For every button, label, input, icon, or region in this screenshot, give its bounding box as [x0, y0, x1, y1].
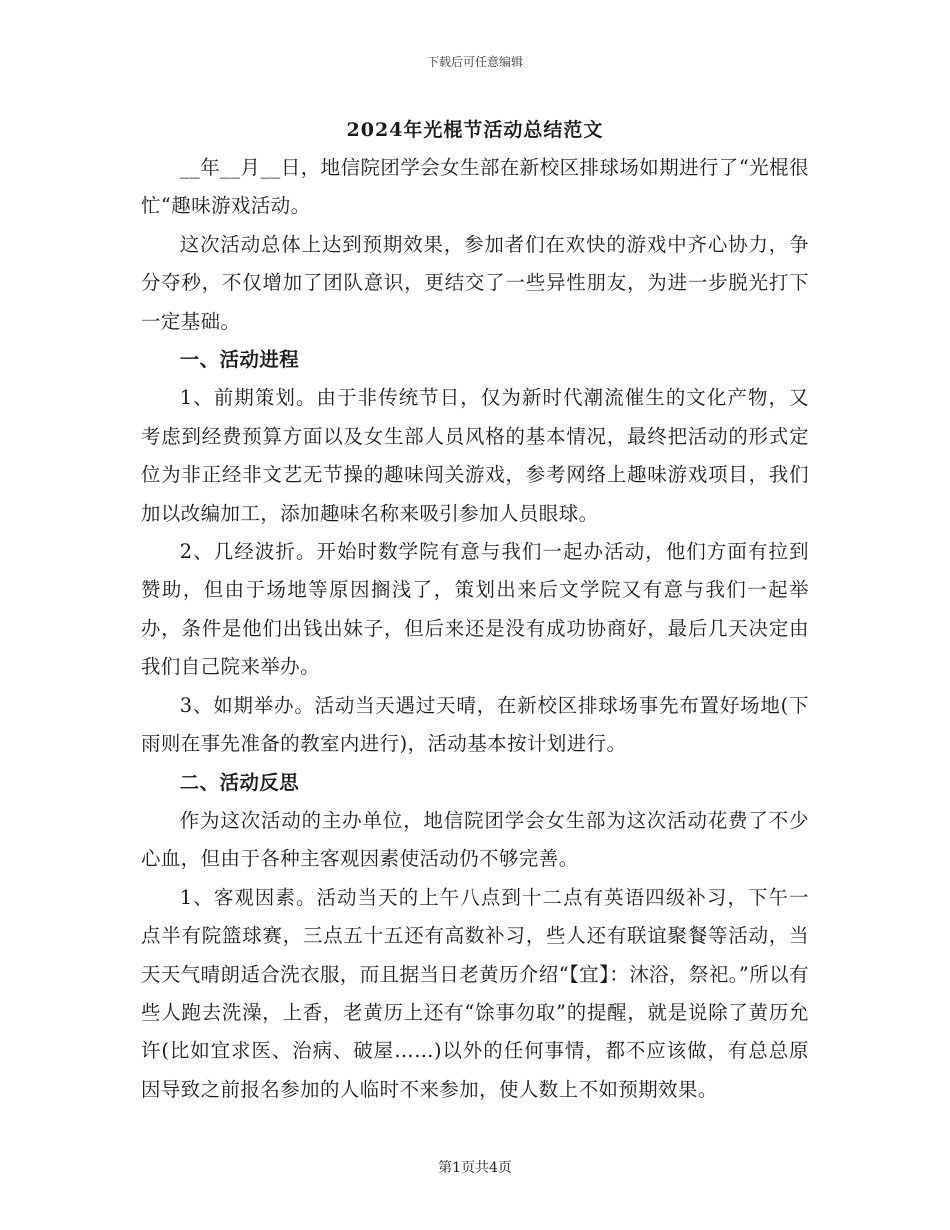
section-heading-process: 一、活动进程	[179, 348, 300, 372]
paragraph-planning: 1、前期策划。由于非传统节日，仅为新时代潮流催生的文化产物，又考虑到经费预算方面以及女生部人员风格的基本情况，最终把活动的形式定位为非正经非文艺无节操的趣味闯关游戏，参考网络上趣味游戏项目，我们加以改编加工，添加趣味名称来吸引参加人员眼球。	[141, 386, 809, 525]
paragraph-setbacks: 2、几经波折。开始时数学院有意与我们一起办活动，他们方面有拉到赞助，但由于场地等原因搁浅了，策划出来后文学院又有意与我们一起举办，条件是他们出钱出妹子，但后来还是没有成功协商好，最后几天决定由我们自己院来举办。	[141, 540, 809, 679]
section-heading-reflection: 二、活动反思	[179, 770, 300, 794]
document-title: 2024年光棍节活动总结范文	[346, 119, 604, 141]
paragraph-organizer: 作为这次活动的主办单位，地信院团学会女生部为这次活动花费了不少心血，但由于各种主客观因素使活动仍不够完善。	[141, 808, 809, 871]
paragraph-intro: __年__月__日，地信院团学会女生部在新校区排球场如期进行了“光棍很忙“趣味游戏活动。	[141, 156, 809, 218]
paragraph-held: 3、如期举办。活动当天遇过天晴，在新校区排球场事先布置好场地(下雨则在事先准备的教室内进行)，活动基本按计划进行。	[141, 693, 809, 756]
page-footer-number: 第1页共4页	[438, 1160, 512, 1176]
document-body	[141, 149, 809, 1109]
page-header-note: 下载后可任意编辑	[426, 55, 523, 69]
paragraph-objective-factors: 1、客观因素。活动当天的上午八点到十二点有英语四级补习，下午一点半有院篮球赛，三点五十五还有高数补习，些人还有联谊聚餐等活动，当天天气晴朗适合洗衣服，而且据当日老黄历介绍“【宜】：沐浴，祭祀。”所以有些人跑去洗澡，上香，老黄历上还有“馀事勿取”的提醒，就是说除了黄历允许(比如宜求医、治病、破屋……)以外的任何事情，都不应该做，有总总原因导致之前报名参加的人临时不来参加，使人数上不如预期效果。	[141, 885, 810, 1101]
paragraph-summary: 这次活动总体上达到预期效果，参加者们在欢快的游戏中齐心协力，争分夺秒，不仅增加了团队意识，更结交了一些异性朋友，为进一步脱光打下一定基础。	[141, 232, 809, 333]
